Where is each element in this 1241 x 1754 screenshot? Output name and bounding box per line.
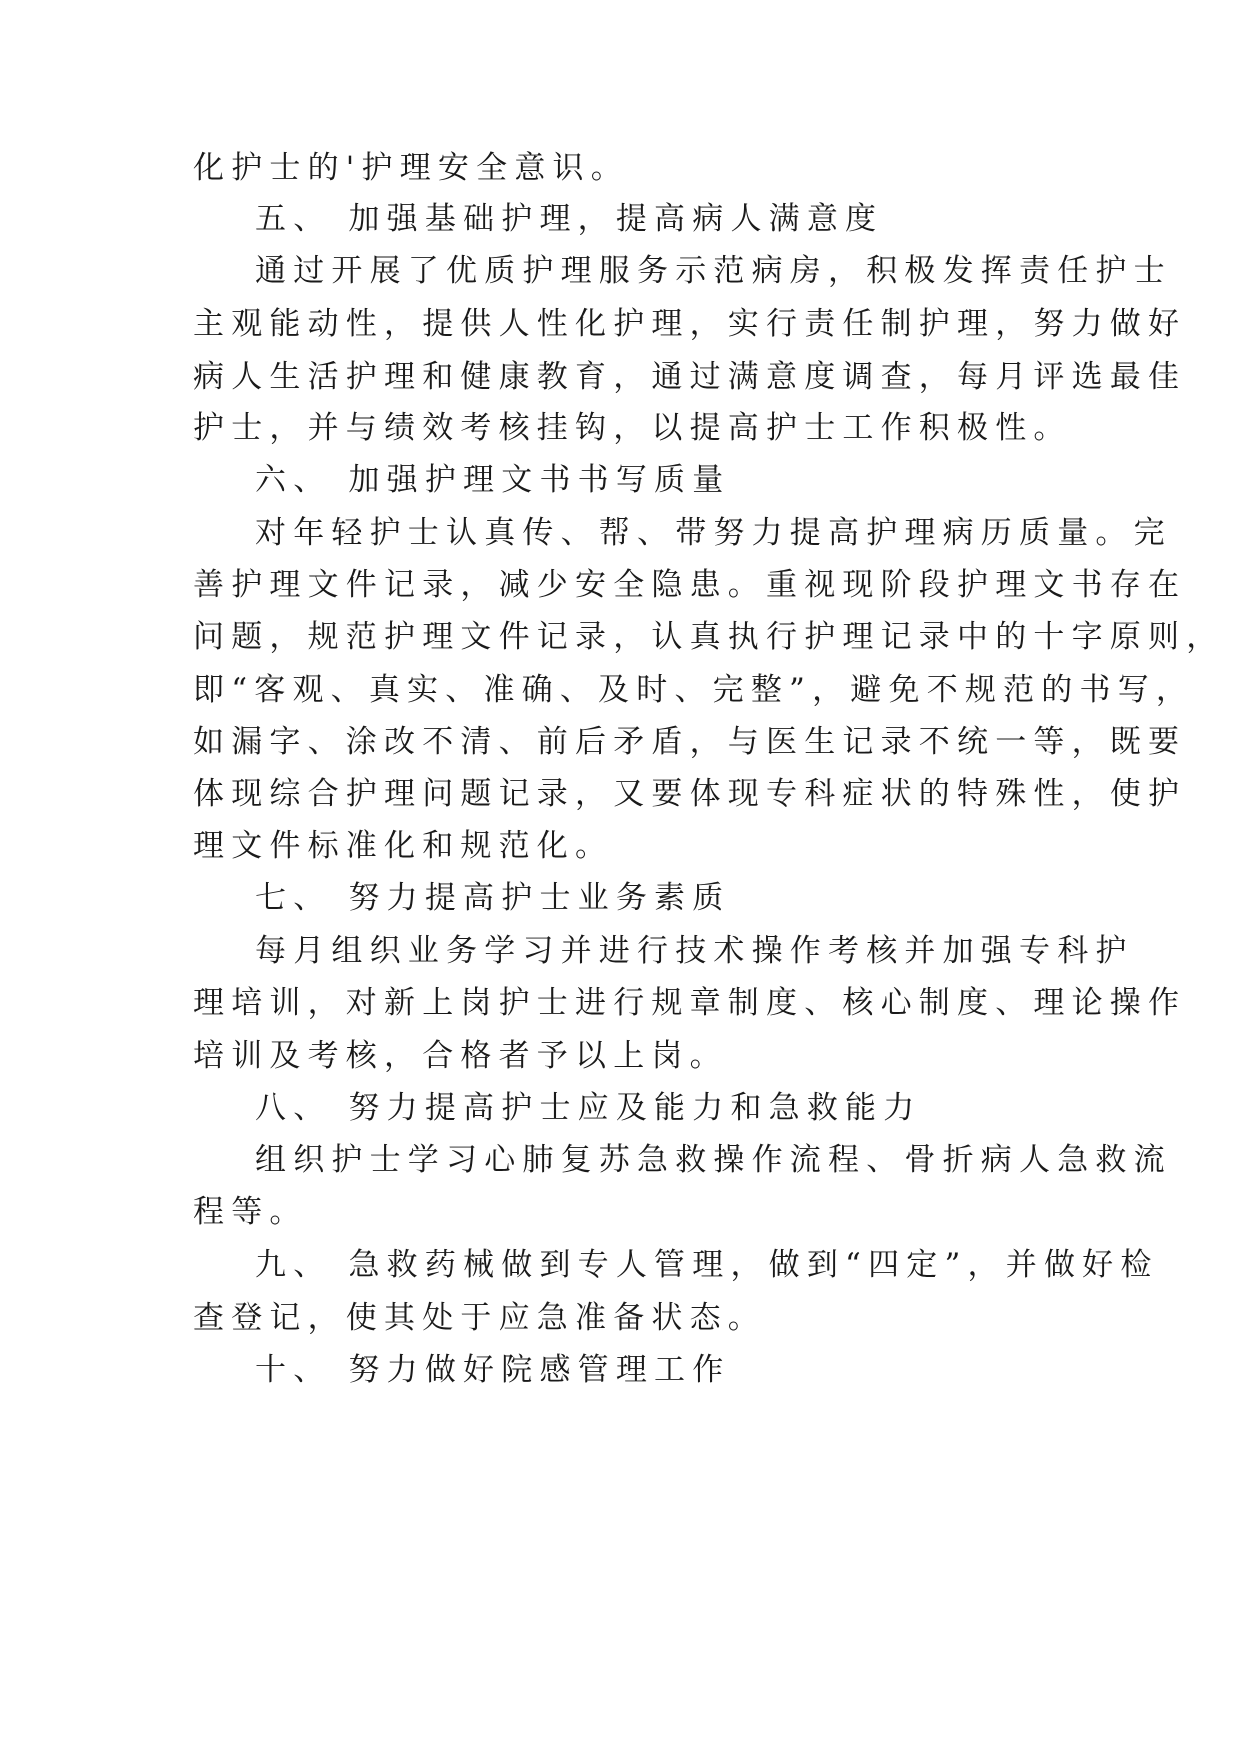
paragraph-line: 培训及考核，合格者予以上岗。 xyxy=(193,1038,728,1074)
paragraph-line: 如漏字、涂改不清、前后矛盾，与医生记录不统一等，既要 xyxy=(193,724,1187,760)
section-heading-8: 八、 努力提高护士应及能力和急救能力 xyxy=(255,1090,922,1126)
paragraph-line: 理文件标准化和规范化。 xyxy=(193,828,614,864)
paragraph-line: 对年轻护士认真传、帮、带努力提高护理病历质量。完 xyxy=(255,515,1172,551)
section-heading-9: 九、 急救药械做到专人管理，做到“四定”，并做好检 xyxy=(255,1247,1159,1283)
paragraph-line: 问题，规范护理文件记录，认真执行护理记录中的十字原则， xyxy=(193,619,1225,655)
paragraph-line: 善护理文件记录，减少安全隐患。重视现阶段护理文书存在 xyxy=(193,567,1187,603)
section-heading-5: 五、 加强基础护理，提高病人满意度 xyxy=(255,201,884,237)
paragraph-line: 程等。 xyxy=(193,1194,308,1230)
paragraph-line: 病人生活护理和健康教育，通过满意度调查，每月评选最佳 xyxy=(193,359,1187,395)
paragraph-line: 护士，并与绩效考核挂钩，以提高护士工作积极性。 xyxy=(193,410,1072,446)
paragraph-line: 组织护士学习心肺复苏急救操作流程、骨折病人急救流 xyxy=(255,1142,1172,1178)
paragraph-line: 化护士的'护理安全意识。 xyxy=(193,150,629,186)
section-heading-10: 十、 努力做好院感管理工作 xyxy=(255,1352,731,1388)
paragraph-line: 体现综合护理问题记录，又要体现专科症状的特殊性，使护 xyxy=(193,776,1187,812)
paragraph-line: 通过开展了优质护理服务示范病房，积极发挥责任护士 xyxy=(255,253,1172,289)
section-heading-6: 六、 加强护理文书书写质量 xyxy=(255,462,731,498)
paragraph-line: 主观能动性，提供人性化护理，实行责任制护理，努力做好 xyxy=(193,306,1187,342)
paragraph-line: 理培训，对新上岗护士进行规章制度、核心制度、理论操作 xyxy=(193,985,1187,1021)
section-heading-7: 七、 努力提高护士业务素质 xyxy=(255,880,731,916)
paragraph-line: 即“客观、真实、准确、及时、完整”，避免不规范的书写， xyxy=(193,672,1195,708)
paragraph-line: 每月组织业务学习并进行技术操作考核并加强专科护 xyxy=(255,933,1134,969)
paragraph-line: 查登记，使其处于应急准备状态。 xyxy=(193,1300,766,1336)
